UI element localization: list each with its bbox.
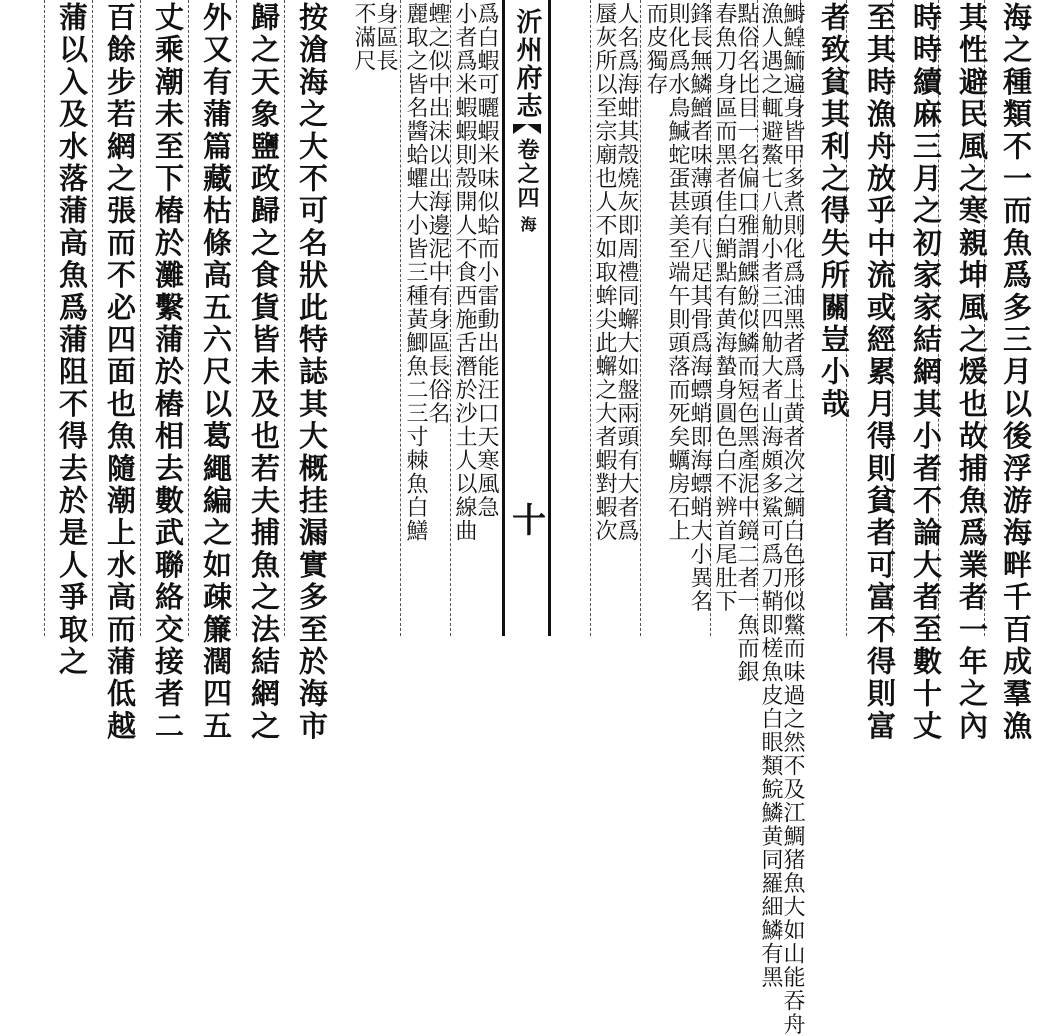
volume-label: 卷之四 [514,138,540,210]
column-divider [284,0,285,636]
note-column-7: 而皮獨存 [643,2,668,96]
note-column-5: 鋒長無鱗鱛者味薄頭有八足其骨爲海螵蛸即海螵蛸大小異名 [687,2,712,613]
center-margin [504,8,550,628]
text-column-5: 者致貧其利之得失所關豈小哉 [817,2,851,421]
folio-number: 十 [512,501,546,541]
note-column-13: 麗取之皆名醬蛤蠷大小皆三種黃鯽魚二三寸棘魚白鱔 [403,2,428,543]
column-divider [450,0,451,636]
text-column-4: 至其時漁舟放乎中流或經累月得則貧者可富不得則富 [863,2,897,743]
column-divider [400,0,401,636]
gazetteer-title: 沂州府志 [512,8,542,120]
note-column-3: 點俗名比目一名偏口雅謂鰈魵似鱗而短色黑產泥中鏡二者一魚而銀 [734,2,759,684]
text-column-9: 丈乘潮未至下樁於灘繫蒲於樁相去數武聯絡交接者二 [151,2,185,743]
note-column-15: 身區長 [373,2,398,73]
text-column-11: 蒲以入及水落蒲高魚爲蒲阻不得去於是人爭取之 [55,2,89,679]
note-column-9: 蜃灰所以至宗廟也人不如取蛑尖此蠏之大者蝦對蝦次 [592,2,617,543]
note-column-12: 蟶之似中出沫以出海邊泥中有身區長俗名 [425,2,450,425]
section-label: 海 [518,216,537,234]
note-column-4: 春魚刀身區而黑者佳白鮹點有黄海蟄身圓色白不辨首尾肚下 [712,2,737,613]
column-divider [590,0,591,636]
column-divider [140,0,141,636]
note-column-8: 人名爲海蚶其殼燒灰即周禮同蠏大如盤兩頭有大者爲 [614,2,639,543]
note-column-1: 鰣鰉鮞遍身皆甲多煮則化爲油黑者爲上黄者次之鯛白色形似鱉而味過之然不及江鯛猪魚大如山能吞舟 [780,2,805,1036]
margin-border-left [502,0,505,636]
text-column-6: 按滄海之大不可名狀此特誌其大概挂漏實多至於海市 [295,2,329,743]
fishtail-mark-icon [513,124,541,134]
note-column-6: 則化爲水鳥鰔蛇蛋甚美至端午則頭落而死矣蠣房石上 [665,2,690,543]
column-divider [236,0,237,636]
column-divider [92,0,93,636]
text-column-10: 百餘步若網之張而不必四面也魚隨潮上水高而蒲低越 [103,2,137,743]
column-divider [44,0,45,636]
text-column-2: 其性避民風之寒親坤風之煖也故捕魚爲業者一年之內 [955,2,989,743]
column-divider [640,0,641,636]
note-column-11: 小者爲米蝦蝦則殼開人不食西施舌潛於沙土人以線曲 [452,2,477,543]
column-divider [188,0,189,636]
note-column-14: 不滿尺 [351,2,376,73]
note-column-2: 漁人遇之輒避鰲七八觔小者三四觔大者山海頗多鯊可爲刀鞘即槎魚皮白眼類鯇鱗黄同羅細鱗有黑 [758,2,783,989]
text-column-3: 時時續麻三月之初家家結網其小者不論大者至數十丈 [909,2,943,743]
text-column-8: 外又有蒲篇藏枯條高五六尺以葛繩編之如疎簾濶四五 [199,2,233,743]
text-column-7: 歸之天象鹽政歸之食貨皆未及也若夫捕魚之法結網之 [247,2,281,743]
note-column-10: 爲白蝦可曬蝦米味似蛤而小雷動出能汪口天寒風急 [474,2,499,519]
text-column-1: 海之種類不一而魚爲多三月以後浮游海畔千百成羣漁 [999,2,1033,743]
